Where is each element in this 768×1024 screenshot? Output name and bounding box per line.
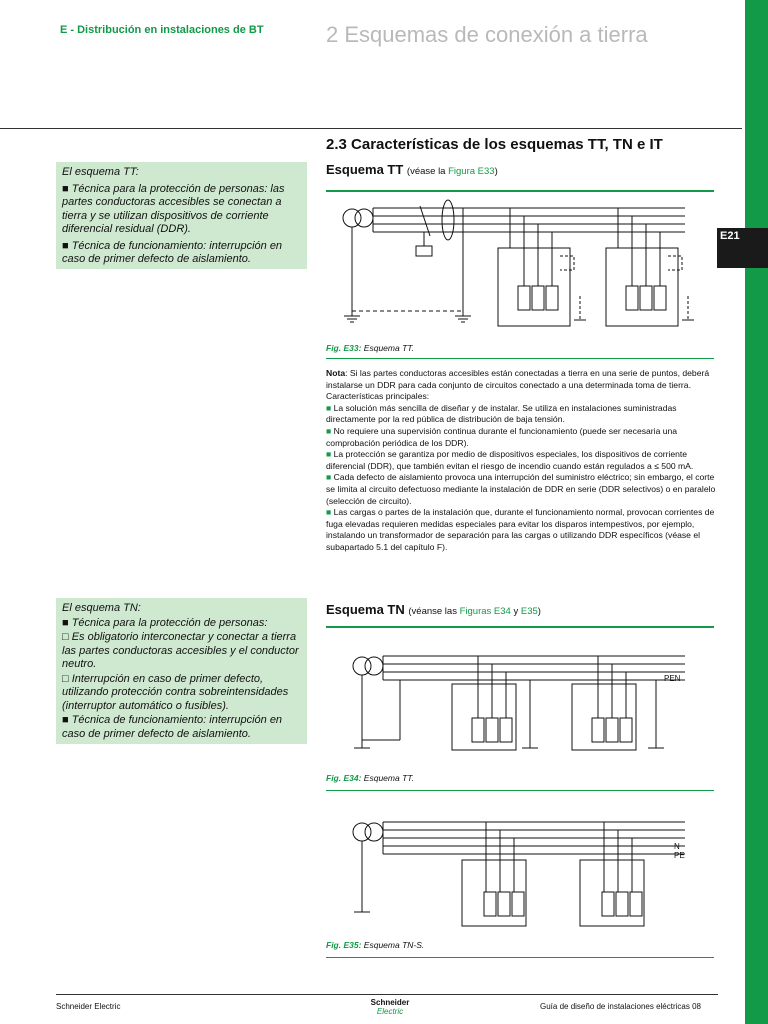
tn-box-item: □ Es obligatorio interconectar y conectar a tierra las partes conductoras accesibles y el conductor neutro.	[62, 631, 299, 670]
tt-box-item: ■ Técnica de funcionamiento: interrupción en caso de primer defecto de aislamiento.	[62, 239, 283, 265]
subsection-title: 2.3 Características de los esquemas TT, TN e IT	[326, 136, 663, 153]
section-label: E - Distribución en instalaciones de BT	[60, 24, 264, 36]
fig-e35-label: Fig. E35:	[326, 940, 362, 950]
tt-box-title: El esquema TT:	[62, 166, 139, 178]
tn-ref-link-e35[interactable]: E35	[520, 606, 538, 617]
tt-body-text	[326, 368, 716, 554]
pe-label: PE	[674, 851, 685, 860]
note-text: : Si las partes conductoras accesibles están conectadas a tierra en una serie de puntos, deberá instalarse un DDR para cada conjunto de circuitos conectado a una determinada toma de tierra.	[326, 368, 710, 390]
fig-e33-rule	[326, 358, 714, 359]
tn-summary-box	[56, 598, 307, 744]
fig-e35-diagram	[340, 812, 700, 930]
feature-bullet: ■ Las cargas o partes de la instalación que, durante el funcionamiento normal, provocan corrientes de fuga elevadas requieren medidas especiales para evitar los disparos intempestivos, por ejemplo, instalando un transformador de separación para las cargas o utilizando DDR específicos (véase el subapartado 5.1 del capítulo F).	[326, 507, 715, 552]
tn-ref-prefix: (véanse las	[408, 606, 460, 617]
tt-heading-text: Esquema TT	[326, 162, 404, 177]
tn-ref-suffix: )	[537, 606, 541, 617]
tn-box-item: □ Interrupción en caso de primer defecto, utilizando protección contra sobreintensidades (interruptor automático o fusibles).	[62, 672, 289, 712]
tn-heading-text: Esquema TN	[326, 602, 405, 617]
chapter-title: 2 Esquemas de conexión a tierra	[326, 22, 648, 47]
tt-box-item: ■ Técnica para la protección de personas: las partes conductoras accesibles se conectan a tierra y se utilizan dispositivos de corriente diferencial residual (DDR).	[62, 182, 285, 235]
footer-company: Schneider Electric	[56, 1002, 121, 1011]
fig-e33-diagram	[330, 196, 720, 336]
feature-bullet: ■ La protección se garantiza por medio de dispositivos especiales, los dispositivos de corriente diferencial (DDR), que también evitan el riesgo de incendio cuando están regulados a ≤ 500 mA.	[326, 449, 694, 471]
fig-e34-text: Esquema TT.	[361, 773, 415, 783]
n-label: N	[674, 842, 680, 851]
tn-ref-mid: y	[510, 606, 521, 617]
feature-bullet: ■ Cada defecto de aislamiento provoca una interrupción del suministro eléctrico; sin embargo, el corte se limita al circuito defectuoso mediante la instalación de DDR en serie (DDR selectivos) o en paralelo (selección de circuito).	[326, 472, 716, 506]
schneider-logo	[360, 998, 420, 1016]
fig-e33-text: Esquema TT.	[361, 343, 415, 353]
tn-ref-link-e34[interactable]: Figuras E34	[459, 606, 511, 617]
features-heading: Características principales:	[326, 391, 430, 402]
fig-e34-caption	[326, 773, 414, 783]
fig-e33-label: Fig. E33:	[326, 343, 362, 353]
fig-e34-diagram	[340, 650, 700, 760]
tn-heading	[326, 602, 541, 617]
fig-e34-rule	[326, 790, 714, 791]
pen-label: PEN	[664, 674, 681, 683]
page-tab: E21	[717, 228, 768, 268]
logo-bottom: Electric	[376, 1007, 404, 1016]
feature-bullet: ■ No requiere una supervisión continua durante el funcionamiento (puede ser necesaria una comprobación periódica de los DDR).	[326, 425, 678, 448]
footer-guide-title: Guía de diseño de instalaciones eléctricas 08	[540, 1002, 701, 1011]
fig-e35-rule	[326, 957, 714, 958]
tt-ref-suffix: )	[494, 166, 498, 177]
fig-e35-text: Esquema TN-S.	[361, 940, 425, 950]
tt-green-rule	[326, 190, 714, 192]
tt-heading	[326, 162, 498, 177]
logo-top: Schneider	[370, 998, 410, 1007]
fig-e35-caption	[326, 940, 424, 950]
fig-e34-label: Fig. E34:	[326, 773, 362, 783]
tn-box-item: ■ Técnica de funcionamiento: interrupción en caso de primer defecto de aislamiento.	[62, 714, 283, 740]
tn-green-rule	[326, 626, 714, 628]
note-label: Nota	[326, 368, 346, 378]
green-side-bar	[745, 0, 768, 1024]
tt-ref-link[interactable]: Figura E33	[448, 166, 495, 177]
fig-e33-caption	[326, 343, 414, 353]
tn-box-title: El esquema TN:	[62, 602, 141, 614]
tn-box-item: ■ Técnica para la protección de personas:	[62, 616, 268, 629]
tt-summary-box	[56, 162, 307, 269]
tt-ref-prefix: (véase la	[406, 166, 449, 177]
n-pe-labels	[674, 842, 685, 860]
footer-divider	[56, 994, 718, 995]
feature-bullet: ■ La solución más sencilla de diseñar y de instalar. Se utiliza en instalaciones suministradas directamente por la red pública de distribución de baja tensión.	[326, 402, 677, 425]
top-divider	[0, 128, 742, 129]
